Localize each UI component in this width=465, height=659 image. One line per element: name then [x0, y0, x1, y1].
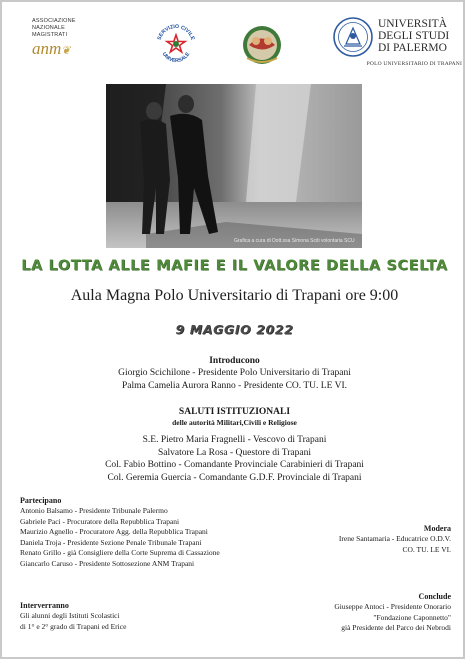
modera-line: CO. TU. LE VI.: [402, 544, 451, 554]
partecipano-line: Giancarlo Caruso - Presidente Sottosezione ANM Trapani: [20, 558, 195, 568]
university-name-line: DI PALERMO: [378, 42, 447, 54]
university-name: [378, 18, 462, 54]
saluti-line: Col. Geremia Guercia - Comandante G.D.F. Provinciale di Trapani: [107, 472, 362, 483]
partecipano-heading: Partecipano: [20, 496, 62, 505]
introducono-section: [2, 355, 465, 392]
introducono-line: Giorgio Scichilone - Presidente Polo Universitario di Trapani: [118, 368, 351, 378]
partecipano-line: Maurizio Agnello - Procuratore Agg. della Repubblica Trapani: [20, 527, 208, 536]
university-name-line: DEGLI STUDI: [378, 30, 450, 42]
anm-logo-mark-text: anm: [32, 39, 62, 58]
anm-logo-line: MAGISTRATI: [32, 32, 68, 38]
interverranno-heading: Interverranno: [20, 601, 69, 610]
anm-logo: [32, 18, 112, 60]
scu-logo-arc-top: SERVIZIO CIVILE: [156, 23, 196, 41]
saluti-line: S.E. Pietro Maria Fragnelli - Vescovo di Trapani: [142, 435, 327, 445]
event-title: LA LOTTA ALLE MAFIE E IL VALORE DELLA SCELTA: [21, 258, 448, 274]
anm-logo-line: NAZIONALE: [32, 25, 65, 31]
introducono-heading: Introducono: [209, 356, 260, 366]
saluti-section: [2, 406, 465, 484]
scu-logo-arc-bottom: UNIVERSALE: [160, 51, 192, 65]
partecipano-line: Gabriele Paci - Procuratore della Repubblica Trapani: [20, 516, 180, 526]
modera-heading: Modera: [423, 524, 451, 533]
conclude-heading: Conclude: [418, 592, 451, 601]
anm-logo-line: ASSOCIAZIONE: [32, 18, 76, 24]
university-crest-icon: [332, 16, 374, 58]
saluti-line: Col. Fabio Bottino - Comandante Provinciale Carabinieri di Trapani: [105, 460, 364, 470]
event-photo: [106, 84, 362, 248]
conclude-line: Giuseppe Antoci - Presidente Onorario: [334, 602, 451, 611]
saluti-heading: SALUTI ISTITUZIONALI: [178, 407, 291, 417]
event-date: 9 MAGGIO 2022: [175, 322, 294, 337]
interverranno-line: di 1° e 2° grado di Trapani ed Erice: [20, 621, 127, 631]
saluti-subheading: delle autorità Militari,Civili e Religiose: [172, 418, 297, 427]
servizio-civile-logo: [152, 20, 200, 68]
interverranno-section: [20, 600, 290, 632]
event-venue: Aula Magna Polo Universitario di Trapani ore 9:00: [70, 287, 399, 304]
conclude-section: [251, 591, 451, 634]
modera-section: [251, 523, 451, 555]
saluti-line: Salvatore La Rosa - Questore di Trapani: [157, 447, 312, 458]
partecipano-line: Daniela Troja - Presidente Sezione Penale Tribunale Trapani: [20, 537, 202, 547]
conclude-line: già Presidente del Parco dei Nebrodi: [341, 623, 451, 632]
anm-logo-mark: [32, 40, 112, 60]
introducono-line: Palma Camelia Aurora Ranno - Presidente CO. TU. LE VI.: [122, 380, 347, 391]
interverranno-line: Gli alunni degli Istituti Scolastici: [20, 611, 120, 620]
partecipano-line: Renato Grillo - già Consigliere della Corte Suprema di Cassazione: [20, 548, 220, 557]
conclude-line: "Fondazione Caponnetto": [373, 612, 451, 622]
university-name-line: UNIVERSITÀ: [378, 18, 447, 30]
photo-credit: Grafica a cura di Dott.ssa Simona Sciti volontaria SCU: [234, 238, 355, 244]
association-logo: [239, 24, 285, 70]
partecipano-section: [20, 495, 290, 569]
modera-line: Irene Santamaria - Educatrice O.D.V.: [338, 534, 451, 543]
laurel-icon: ❦: [61, 45, 71, 57]
scu-dot-icon: [173, 41, 179, 47]
university-subtitle: POLO UNIVERSITARIO DI TRAPANI: [366, 61, 462, 67]
partecipano-line: Antonio Balsamo - Presidente Tribunale Palermo: [20, 506, 168, 515]
